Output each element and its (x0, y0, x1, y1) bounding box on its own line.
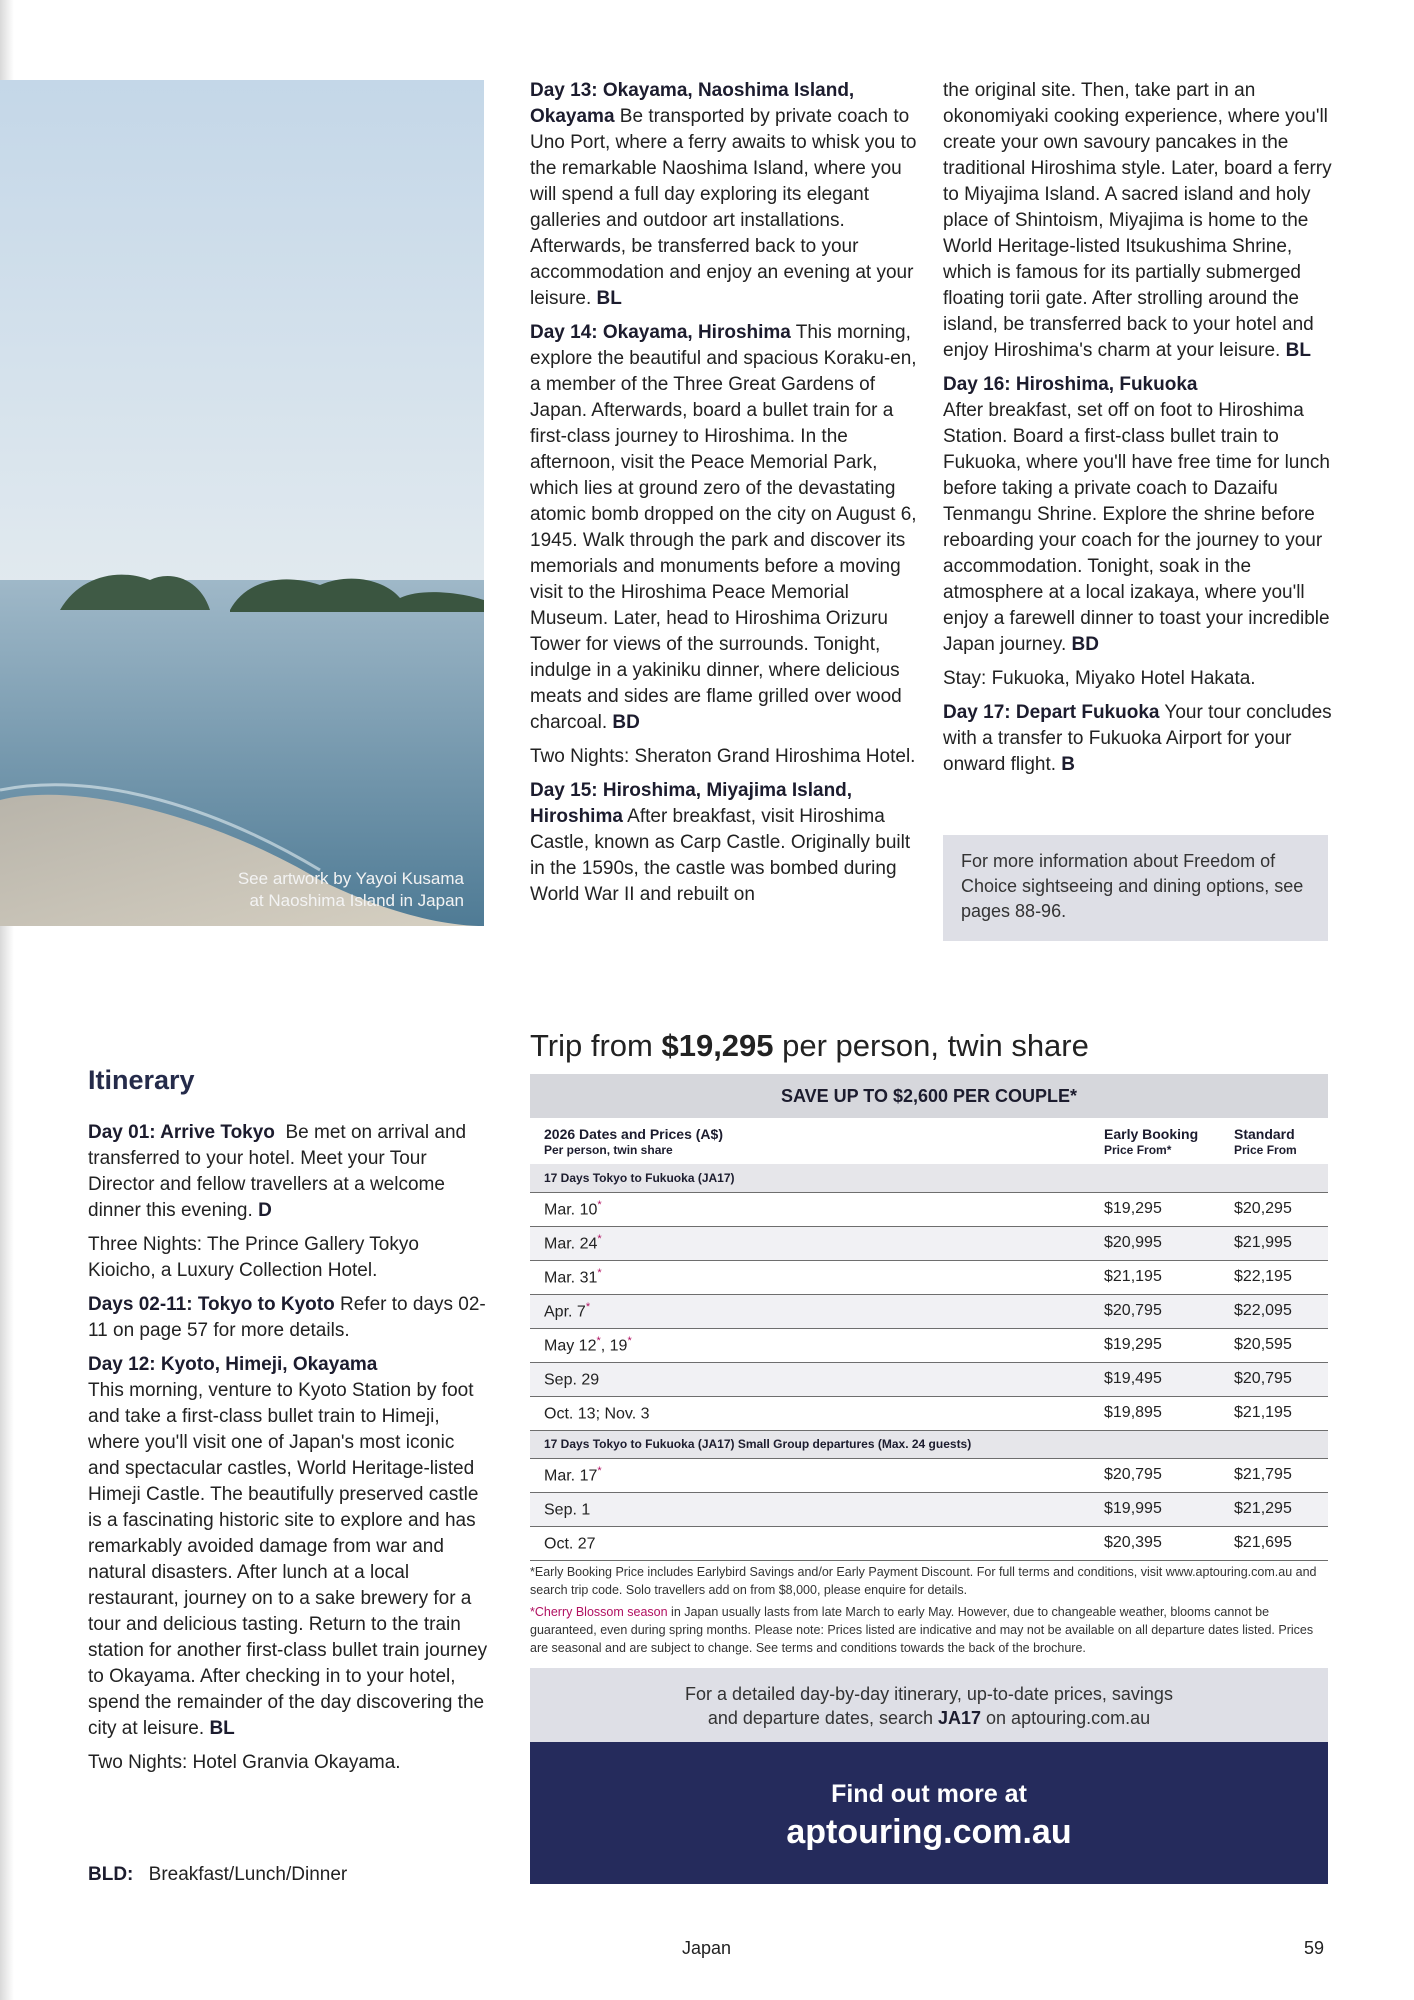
table-row (530, 1328, 1328, 1362)
early-price: $20,795 (1090, 1294, 1220, 1328)
header-early-booking (1090, 1122, 1220, 1164)
header-early-label: Early Booking (1104, 1126, 1199, 1142)
meals-legend-value: Breakfast/Lunch/Dinner (148, 1864, 348, 1885)
table-header-row (530, 1122, 1328, 1164)
cherry-blossom-star: * (627, 1334, 632, 1347)
table-row (530, 1226, 1328, 1260)
cherry-blossom-star: * (596, 1334, 601, 1347)
day-16-text: After breakfast, set off on foot to Hiroshima Station. Board a first-class bullet train to Fukuoka, where you'll have free time for lunch before taking a private coach to Dazaifu Tenmangu Shrine. Explore the shrine before reboarding your coach for the journey to your accommodation. Tonight, soak in the atmosphere at a local izakaya, where you'll enjoy a farewell dinner to toast your incredible Japan journey. (943, 400, 1330, 655)
photo-caption-line-1: See artwork by Yayoi Kusama (237, 869, 464, 888)
standard-price: $21,295 (1220, 1492, 1328, 1526)
header-standard (1220, 1122, 1328, 1164)
stay-hiroshima: Two Nights: Sheraton Grand Hiroshima Hotel. (530, 746, 916, 767)
itinerary-column-middle (530, 78, 920, 916)
day-01-title: Day 01: Arrive Tokyo (88, 1122, 275, 1143)
meals-legend-key: BLD: (88, 1864, 134, 1885)
day-13-text: Be transported by private coach to Uno Port, where a ferry awaits to whisk you to the remarkable Naoshima Island, where you will spend a full day exploring its elegant galleries and outdoor art installations. Afterwards, be transferred back to your accommodation and enjoy an evening at your leisure. (530, 106, 917, 309)
day-16-title: Day 16: Hiroshima, Fukuoka (943, 374, 1198, 395)
standard-price: $22,195 (1220, 1260, 1328, 1294)
cherry-blossom-footnote (530, 1603, 1330, 1657)
find-out-more-banner[interactable] (530, 1742, 1328, 1884)
cherry-blossom-star: * (585, 1300, 591, 1313)
departure-date: Mar. 10* (530, 1192, 1090, 1226)
day-01-meals: D (258, 1200, 272, 1221)
save-up-banner: SAVE UP TO $2,600 PER COUPLE* (530, 1074, 1328, 1118)
day-17-meals: B (1061, 754, 1076, 775)
day-15-continued-text: the original site. Then, take part in an okonomiyaki cooking experience, where you'll create your own savoury pancakes in the traditional Hiroshima style. Later, board a ferry to Miyajima Island. A sacred island and holy place of Shintoism, Miyajima is home to the World Heritage-listed Itsukushima Shrine, which is famous for its partially submerged floating torii gate. After strolling around the island, be transferred back to your hotel and enjoy Hiroshima's charm at your leisure. (943, 80, 1332, 361)
header-dates (530, 1122, 1090, 1164)
day-15-meals: BL (1285, 340, 1311, 361)
table-row (530, 1492, 1328, 1526)
dates-prices-table (530, 1122, 1328, 1561)
early-price: $19,295 (1090, 1192, 1220, 1226)
early-booking-footnote: *Early Booking Price includes Earlybird Savings and/or Early Payment Discount. For full terms and conditions, visit www.aptouring.com.au and search trip code. Solo travellers add on from $8,000, please enquire for details. (530, 1565, 1317, 1597)
meals-legend (88, 1864, 347, 1886)
departure-date: Mar. 31* (530, 1260, 1090, 1294)
cherry-blossom-star: * (597, 1198, 602, 1211)
trip-price-heading (530, 1028, 1089, 1064)
table-row (530, 1260, 1328, 1294)
day-15-continued (943, 78, 1333, 364)
detail-line-2: and departure dates, search JA17 on aptouring.com.au (707, 1708, 1151, 1728)
day-17-text: Your tour concludes with a transfer to Fukuoka Airport for your onward flight. (943, 702, 1332, 775)
standard-price: $21,795 (1220, 1458, 1328, 1492)
itinerary-column-right (943, 78, 1333, 786)
cherry-blossom-link[interactable]: *Cherry Blossom season (530, 1605, 668, 1619)
group-row-standard (530, 1164, 1328, 1192)
standard-price: $20,595 (1220, 1328, 1328, 1362)
early-price: $19,995 (1090, 1492, 1220, 1526)
header-dates-sub: Per person, twin share (544, 1143, 673, 1157)
standard-price: $20,795 (1220, 1362, 1328, 1396)
early-price: $20,395 (1090, 1526, 1220, 1560)
footer-section-label: Japan (682, 1938, 732, 1958)
day-16-entry (943, 372, 1333, 658)
day-12-entry (88, 1352, 488, 1742)
table-row (530, 1526, 1328, 1560)
itinerary-heading: Itinerary (88, 1065, 195, 1095)
day-15-entry (530, 778, 920, 908)
standard-price: $20,295 (1220, 1192, 1328, 1226)
days-02-11-title: Days 02-11: Tokyo to Kyoto (88, 1294, 335, 1315)
group-row-small-group (530, 1430, 1328, 1458)
standard-price: $21,195 (1220, 1396, 1328, 1430)
header-standard-label: Standard (1234, 1126, 1295, 1142)
table-row (530, 1294, 1328, 1328)
cherry-blossom-note: in Japan usually lasts from late March to early May. However, due to changeable weather, blooms cannot be guaranteed, even during spring months. Please note: Prices listed are indicative and may not be available on all departure dates listed. Prices are seasonal and are subject to change. See terms and conditions towards the back of the brochure. (530, 1605, 1314, 1655)
day-15-text: After breakfast, visit Hiroshima Castle, known as Carp Castle. Originally built in the 1590s, the castle was bombed during World War II and rebuilt on (530, 806, 911, 905)
photo-caption-line-2: at Naoshima Island in Japan (249, 891, 464, 910)
naoshima-photo (0, 80, 484, 926)
day-14-title: Day 14: Okayama, Hiroshima (530, 322, 791, 343)
day-12-meals: BL (209, 1718, 235, 1739)
stay-tokyo: Three Nights: The Prince Gallery Tokyo Kioicho, a Luxury Collection Hotel. (88, 1234, 419, 1281)
table-row (530, 1396, 1328, 1430)
stay-fukuoka: Stay: Fukuoka, Miyako Hotel Hakata. (943, 668, 1256, 689)
early-price: $20,795 (1090, 1458, 1220, 1492)
day-12-title: Day 12: Kyoto, Himeji, Okayama (88, 1354, 378, 1375)
days-02-11-text: Refer to days 02-11 on page 57 for more details. (88, 1294, 486, 1341)
early-price: $19,295 (1090, 1328, 1220, 1362)
cherry-blossom-star: * (597, 1232, 602, 1245)
early-price: $21,195 (1090, 1260, 1220, 1294)
day-14-meals: BD (612, 712, 640, 733)
day-17-title: Day 17: Depart Fukuoka (943, 702, 1160, 723)
day-14-text: This morning, explore the beautiful and spacious Koraku-en, a member of the Three Great Gardens of Japan. Afterwards, board a bullet train for a first-class journey to Hiroshima. In the afternoon, visit the Peace Memorial Park, which lies at ground zero of the devastating atomic bomb dropped on the city on August 6, 1945. Walk through the park and discover its memorials and monuments before a moving visit to the Hiroshima Peace Memorial Museum. Later, head to Hiroshima Orizuru Tower for views of the surrounds. Tonight, indulge in a yakiniku dinner, where delicious meats and sides are flame grilled over wood charcoal. (530, 322, 917, 733)
standard-price: $22,095 (1220, 1294, 1328, 1328)
detailed-itinerary-box (530, 1668, 1328, 1742)
header-early-sub: Price From* (1104, 1143, 1172, 1157)
days-02-11-entry (88, 1292, 488, 1344)
trip-heading-prefix: Trip from (530, 1028, 662, 1063)
trip-heading-price: $19,295 (661, 1028, 774, 1063)
table-row (530, 1458, 1328, 1492)
departure-date: May 12*, 19* (530, 1328, 1090, 1362)
standard-price: $21,695 (1220, 1526, 1328, 1560)
page-number: 59 (1304, 1938, 1325, 1958)
early-price: $19,495 (1090, 1362, 1220, 1396)
departure-date: Oct. 13; Nov. 3 (530, 1396, 1090, 1430)
departure-date: Sep. 1 (530, 1492, 1090, 1526)
group-label-small-group: 17 Days Tokyo to Fukuoka (JA17) Small Group departures (Max. 24 guests) (530, 1430, 1328, 1458)
day-01-text: Be met on arrival and transferred to your hotel. Meet your Tour Director and fellow travellers at a welcome dinner this evening. (88, 1122, 467, 1221)
cherry-blossom-star: * (597, 1464, 602, 1477)
departure-date: Oct. 27 (530, 1526, 1090, 1560)
day-14-entry (530, 320, 920, 736)
departure-date: Mar. 24* (530, 1226, 1090, 1260)
table-row (530, 1192, 1328, 1226)
trip-code: JA17 (938, 1708, 982, 1728)
early-price: $19,895 (1090, 1396, 1220, 1430)
cta-line-1: Find out more at (831, 1780, 1027, 1808)
cta-website-link[interactable]: aptouring.com.au (786, 1813, 1072, 1851)
detail-line-1: For a detailed day-by-day itinerary, up-to-date prices, savings (685, 1684, 1173, 1704)
header-dates-label: 2026 Dates and Prices (A$) (544, 1126, 723, 1142)
day-01-entry (88, 1120, 488, 1224)
cherry-blossom-star: * (597, 1266, 602, 1279)
day-13-title: Day 13: Okayama, Naoshima Island, Okayama (530, 80, 855, 127)
early-price: $20,995 (1090, 1226, 1220, 1260)
day-13-meals: BL (596, 288, 622, 309)
day-12-text: This morning, venture to Kyoto Station by foot and take a first-class bullet train to Himeji, where you'll visit one of Japan's most iconic and spectacular castles, World Heritage-listed Himeji Castle. The beautifully preserved castle is a fascinating historic site to explore and has remarkably avoided damage from war and natural disasters. After lunch at a local restaurant, journey on to a sake brewery for a tour and delicious tasting. Return to the train station for another first-class bullet train journey to Okayama. After checking in to your hotel, spend the remainder of the day discovering the city at leisure. (88, 1380, 488, 1739)
day-13-entry (530, 78, 920, 312)
departure-date: Mar. 17* (530, 1458, 1090, 1492)
table-row (530, 1362, 1328, 1396)
freedom-of-choice-info-box: For more information about Freedom of Choice sightseeing and dining options, see pages 88-96. (943, 835, 1328, 941)
trip-heading-suffix: per person, twin share (773, 1028, 1089, 1063)
header-standard-sub: Price From (1234, 1143, 1297, 1157)
day-15-title: Day 15: Hiroshima, Miyajima Island, Hiroshima (530, 780, 853, 827)
standard-price: $21,995 (1220, 1226, 1328, 1260)
departure-date: Sep. 29 (530, 1362, 1090, 1396)
day-16-meals: BD (1071, 634, 1099, 655)
departure-date: Apr. 7* (530, 1294, 1090, 1328)
itinerary-column-left (88, 1120, 488, 1784)
stay-okayama: Two Nights: Hotel Granvia Okayama. (88, 1752, 401, 1773)
group-label-standard: 17 Days Tokyo to Fukuoka (JA17) (530, 1164, 1328, 1192)
day-17-entry (943, 700, 1333, 778)
photo-caption (144, 868, 464, 912)
